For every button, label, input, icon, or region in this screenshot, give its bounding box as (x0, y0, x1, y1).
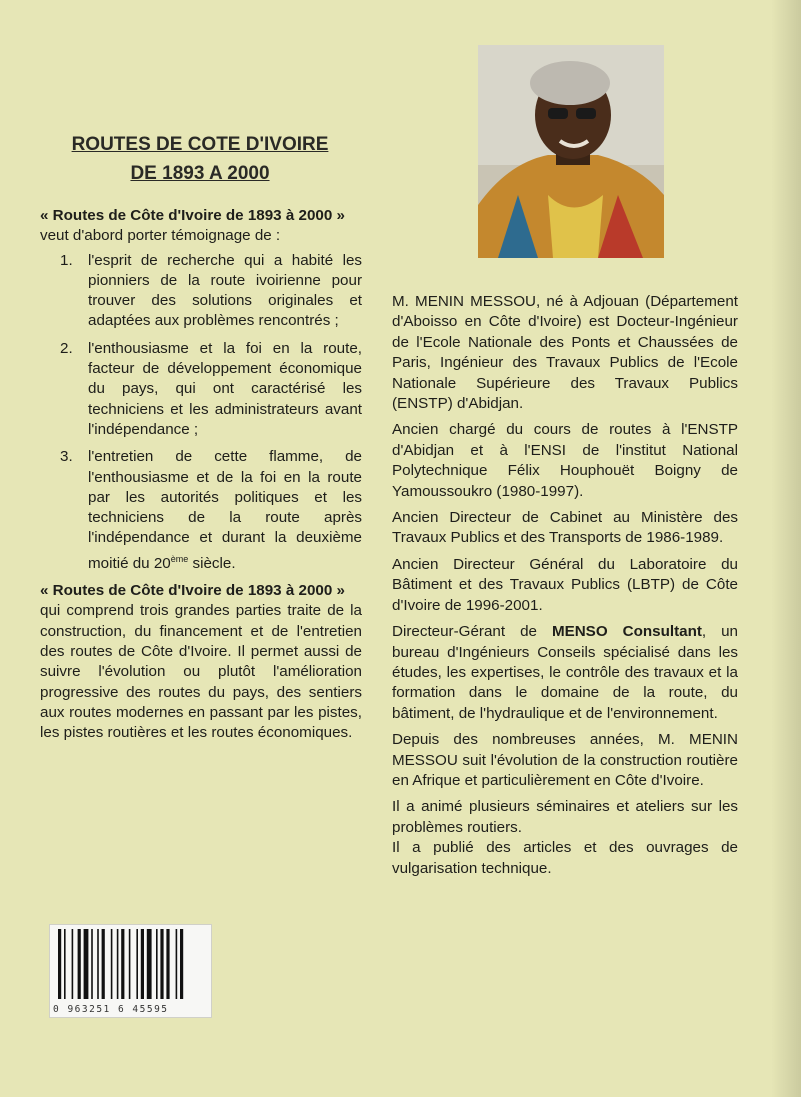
list-item-text: l'esprit de recherche qui a habité les pionniers de la route ivoirienne pour trouver des solutions originales et adaptées aux problèmes rencontrés ; (88, 251, 362, 330)
superscript: ème (170, 553, 189, 564)
summary-book-name: « Routes de Côte d'Ivoire de 1893 à 2000 » (40, 582, 345, 600)
barcode-digits: 0 963251 6 45595 (53, 1004, 169, 1015)
bio-paragraph: Ancien chargé du cours de routes à l'ENSTP d'Abidjan et à l'ENSI de l'institut National Polytechnique Félix Houphouët Boigny de Yamoussoukro (1980-1997). (392, 421, 738, 500)
intro-book-name: « Routes de Côte d'Ivoire de 1893 à 2000 » (40, 207, 345, 224)
bio-paragraph: Ancien Directeur Général du Laboratoire du Bâtiment et des Travaux Publics (LBTP) de Côte d'Ivoire de 1996-2001. (392, 555, 738, 614)
list-number: 3. (60, 448, 73, 466)
bio-paragraph: Il a publié des articles et des ouvrages de vulgarisation technique. (392, 839, 738, 877)
summary-text: qui comprend trois grandes parties traite de la construction, du financement et de l'entretien des routes de Côte d'Ivoire. Il permet aussi de suivre l'évolution ou plutôt l'amélioration progressive des routes du pays, des sentiers aux routes modernes en passant par les pistes, les pistes routières et les routes économiques. (40, 602, 362, 742)
intro-text: veut d'abord porter témoignage de : (40, 227, 281, 245)
list-item-text: l'entretien de cette flamme, de l'enthousiasme et de la foi en la route par les autorités politiques et les techniciens de la route après l'indépendance et durant la deuxième moitié du 20 (88, 448, 362, 572)
author-portrait-image (478, 45, 664, 258)
list-item-text: l'enthousiasme et la foi en la route, facteur de développement économique du pays, qui ont caractérisé les techniciens et les administrateurs avant l'indépendance ; (88, 339, 362, 438)
description-column (40, 206, 362, 743)
book-title (40, 130, 360, 188)
author-bio-column (392, 292, 738, 885)
company-name: MENSO Consultant (551, 623, 702, 641)
bio-text: , un bureau d'Ingénieurs Conseils spécialisé dans les études, les expertises, le contrôle des travaux et la formation dans le domaine de la route, du bâtiment, de l'hydraulique et de l'environnement. (392, 623, 738, 722)
summary-paragraph (40, 581, 362, 743)
author-photo (478, 45, 664, 258)
bio-text: Directeur-Gérant de (392, 623, 552, 641)
bio-paragraph-company (392, 622, 738, 724)
bio-paragraph: Il a animé plusieurs séminaires et ateliers sur les problèmes routiers. (392, 798, 738, 836)
bio-paragraph: Depuis des nombreuses années, M. MENIN MESSOU suit l'évolution de la construction routière en Afrique et particulièrement en Côte d'Ivoire. (392, 731, 738, 789)
list-item (40, 447, 362, 574)
bio-paragraph: Ancien Directeur de Cabinet au Ministère des Travaux Publics et des Transports de 1986-1989. (392, 509, 738, 547)
list-item-text-end: siècle. (188, 554, 236, 572)
barcode-bars (50, 925, 211, 1003)
list-item (40, 339, 362, 440)
title-line-1: ROUTES DE COTE D'IVOIRE (71, 134, 329, 155)
list-number: 1. (60, 251, 73, 269)
page-edge-shadow (771, 0, 801, 1097)
barcode (49, 924, 212, 1018)
intro-paragraph (40, 206, 362, 247)
title-line-2: DE 1893 A 2000 (130, 163, 270, 184)
numbered-list (40, 251, 362, 575)
list-item (40, 251, 362, 332)
bio-paragraph: M. MENIN MESSOU, né à Adjouan (Département d'Aboisso en Côte d'Ivoire) est Docteur-Ingénieur de l'Ecole Nationale des Ponts et Chaussées de Paris, Ingénieur des Travaux Publics de l'Ecole Nationale Supérieure des Travaux Publics (ENSTP) d'Abidjan. (392, 293, 738, 413)
list-number: 2. (60, 339, 73, 357)
